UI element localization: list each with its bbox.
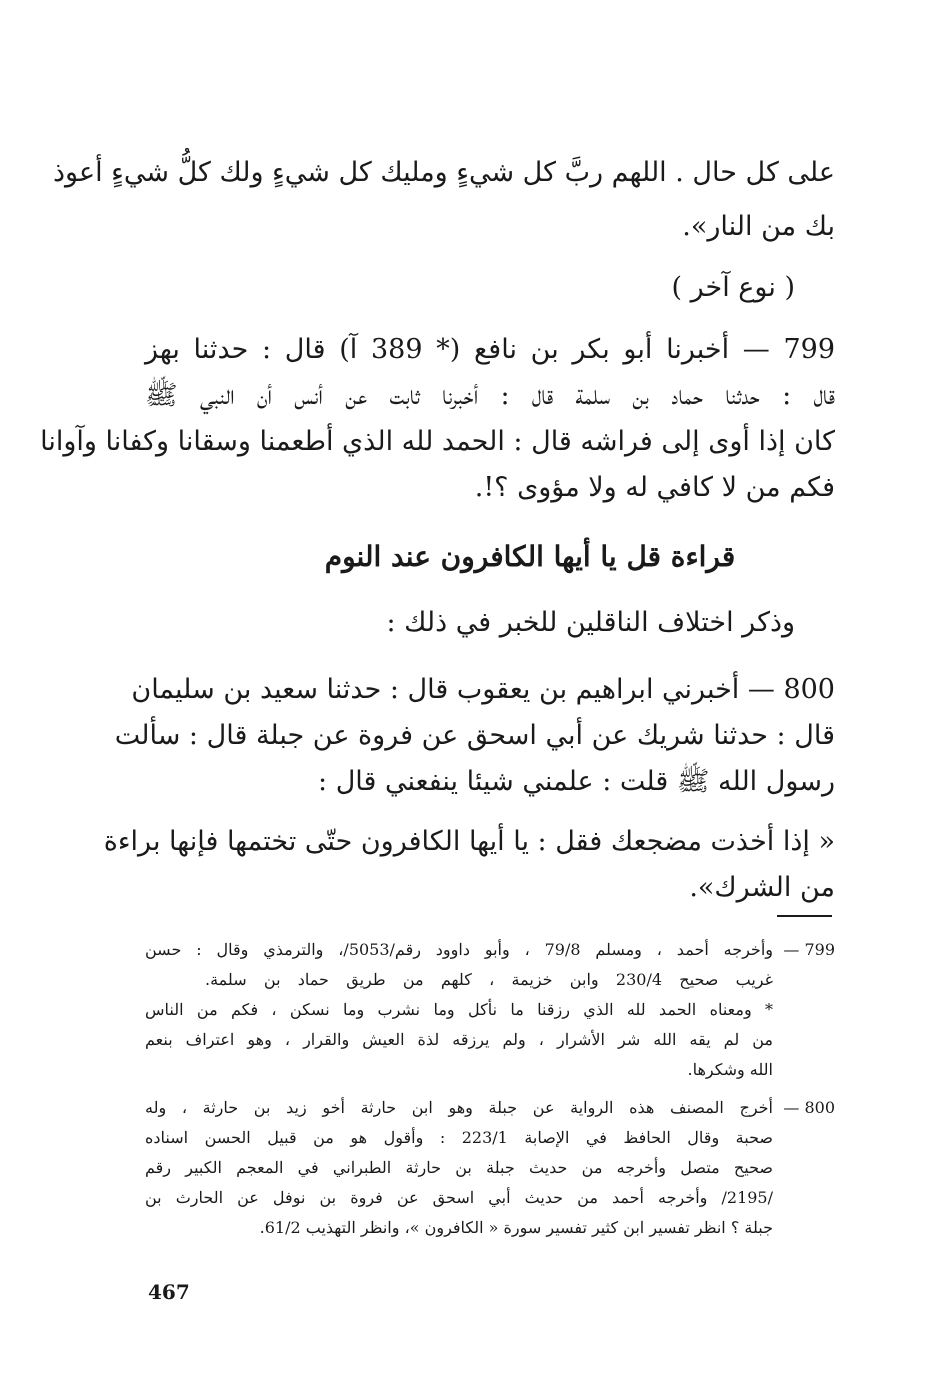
- text-line: قال : حدثنا حماد بن سلمة قال : أخبرنا ثابت عن أنس أن النبي ﷺ: [145, 380, 835, 411]
- footnote-body: [145, 1093, 773, 1243]
- footnote-line: غريب صحيح 230/4 وابن خزيمة ، كلهم من طريق حماد بن سلمة.: [205, 970, 773, 989]
- footnotes: [145, 935, 835, 1243]
- footnote-line: صحبة وقال الحافظ في الإصابة 223/1 : وأقول هو من قبيل الحسن اسناده: [145, 1128, 774, 1147]
- footnote-line: وأخرجه أحمد ، ومسلم 79/8 ، وأبو داوود رقم/5053/، والترمذي وقال : حسن: [145, 940, 773, 959]
- footnote-line: صحيح متصل وأخرجه من حديث جبلة بن حارثة الطبراني في المعجم الكبير رقم: [145, 1158, 773, 1177]
- text-line: 799 — أخبرنا أبو بكر بن نافع (* 389 آ) قال : حدثنا بهز: [145, 334, 836, 365]
- footnote-divider: [777, 915, 832, 917]
- footnote-line: الله وشكرها.: [687, 1060, 773, 1079]
- text-line: على كل حال . اللهم ربَّ كل شيءٍ ومليك كل شيءٍ ولك كلُّ شيءٍ أعوذ: [53, 157, 835, 188]
- text-line: فكم من لا كافي له ولا مؤوى ؟!.: [474, 472, 835, 503]
- text-line: رسول الله ﷺ قلت : علمني شيئا ينفعني قال :: [318, 766, 835, 797]
- footnote-number: 800 —: [783, 1098, 835, 1117]
- section-intro: وذكر اختلاف الناقلين للخبر في ذلك :: [386, 607, 795, 638]
- text-line: قال : حدثنا شريك عن أبي اسحق عن فروة عن جبلة قال : سألت: [114, 720, 835, 751]
- text-line: بك من النار».: [682, 211, 835, 242]
- text-line: « إذا أخذت مضجعك فقل : يا أيها الكافرون حتّى تختمها فإنها براءة: [103, 826, 835, 857]
- text-line: من الشرك».: [689, 872, 835, 903]
- footnote-line: /2195/ وأخرجه أحمد من حديث أبي اسحق عن فروة بن نوفل عن الحارث بن: [145, 1188, 773, 1207]
- footnote-line: أخرج المصنف هذه الرواية عن جبلة وهو ابن حارثة أخو زيد بن حارثة ، وله: [145, 1098, 773, 1117]
- text-line: كان إذا أوى إلى فراشه قال : الحمد لله الذي أطعمنا وسقانا وكفانا وآوانا: [40, 426, 835, 457]
- section-title: قراءة قل يا أيها الكافرون عند النوم: [324, 540, 736, 573]
- footnote-body: [145, 935, 773, 1085]
- page-number: 467: [148, 1280, 190, 1304]
- footnote-line: جبلة ؟ انظر تفسير ابن كثير تفسير سورة « الكافرون »، وانظر التهذيب 61/2.: [259, 1218, 773, 1237]
- hadith-800: [114, 674, 835, 797]
- subheading-other-type: ( نوع آخر ): [671, 272, 795, 303]
- text-line: 800 — أخبرني ابراهيم بن يعقوب قال : حدثنا سعيد بن سليمان: [131, 674, 835, 705]
- footnote-line: * ومعناه الحمد لله الذي رزقنا ما نأكل وما نشرب وما نسكن ، فكم من الناس: [145, 1000, 774, 1019]
- footnote-line: من لم يقه الله شر الأشرار ، ولم يرزقه لذة العيش والقرار ، وهو اعتراف بنعم: [145, 1030, 773, 1049]
- footnote-number: 799 —: [783, 940, 835, 959]
- hadith-799: [40, 334, 836, 503]
- paragraph-opening: [53, 157, 835, 242]
- hadith-800-quote: [103, 826, 835, 903]
- footnote-800: [145, 1093, 835, 1243]
- footnote-799: [145, 935, 835, 1085]
